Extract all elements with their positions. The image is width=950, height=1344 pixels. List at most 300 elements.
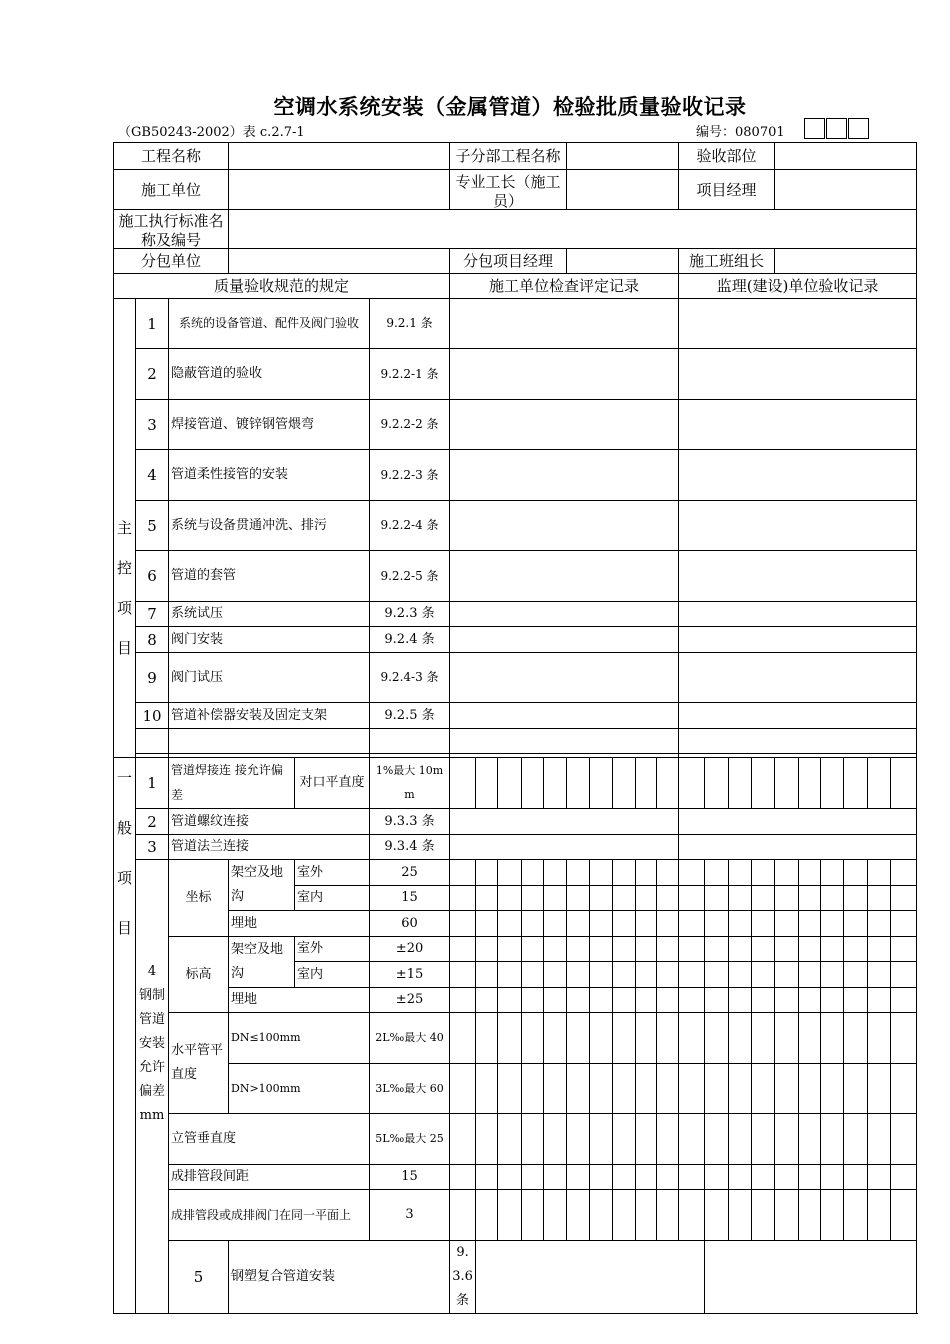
grid-cell[interactable] — [544, 886, 567, 911]
grid-cell[interactable] — [636, 860, 657, 886]
grid-cell[interactable] — [567, 1013, 590, 1064]
grid-cell[interactable] — [657, 1064, 679, 1114]
grid-cell[interactable] — [544, 1013, 567, 1064]
grid-cell[interactable] — [799, 937, 821, 962]
grid-cell[interactable] — [450, 962, 476, 988]
grid-cell[interactable] — [522, 1165, 544, 1190]
grid-cell[interactable] — [729, 886, 752, 911]
grid-cell[interactable] — [821, 886, 844, 911]
grid-cell[interactable] — [891, 860, 917, 886]
grid-cell[interactable] — [844, 911, 868, 937]
grid-cell[interactable] — [450, 911, 476, 937]
check-cell[interactable] — [450, 450, 679, 501]
grid-cell[interactable] — [567, 1064, 590, 1114]
label-construction-unit: 施工单位 — [114, 170, 229, 210]
grid-cell[interactable] — [775, 886, 799, 911]
grid-cell[interactable] — [498, 1165, 522, 1190]
field-team-leader[interactable] — [775, 249, 917, 274]
grid-cell[interactable] — [752, 1013, 775, 1064]
grid-cell[interactable] — [544, 937, 567, 962]
grid-cell[interactable] — [450, 988, 476, 1013]
grid-cell[interactable] — [844, 860, 868, 886]
grid-cell[interactable] — [868, 1190, 891, 1241]
grid-cell[interactable] — [891, 1190, 917, 1241]
grid-cell[interactable] — [476, 758, 498, 809]
grid-cell[interactable] — [544, 988, 567, 1013]
grid-cell[interactable] — [498, 1190, 522, 1241]
grid-cell[interactable] — [498, 1114, 522, 1165]
grid-cell[interactable] — [522, 988, 544, 1013]
grid-cell[interactable] — [844, 962, 868, 988]
accept-cell[interactable] — [679, 835, 917, 860]
accept-cell[interactable] — [679, 729, 917, 754]
grid-cell[interactable] — [799, 860, 821, 886]
grid-cell[interactable] — [636, 962, 657, 988]
grid-cell[interactable] — [891, 911, 917, 937]
grid-cell[interactable] — [891, 1114, 917, 1165]
grid-cell[interactable] — [679, 758, 705, 809]
grid-cell[interactable] — [544, 911, 567, 937]
grid-cell[interactable] — [868, 937, 891, 962]
grid-cell[interactable] — [522, 758, 544, 809]
grid-cell[interactable] — [476, 1013, 498, 1064]
serial-box[interactable] — [848, 118, 869, 139]
grid-cell[interactable] — [729, 937, 752, 962]
grid-cell[interactable] — [821, 988, 844, 1013]
grid-cell[interactable] — [799, 1165, 821, 1190]
grid-cell[interactable] — [775, 988, 799, 1013]
grid-cell[interactable] — [679, 886, 705, 911]
grid-cell[interactable] — [891, 1013, 917, 1064]
item-name: 管道柔性接管的安装 — [169, 450, 370, 501]
grid-cell[interactable] — [450, 1165, 476, 1190]
grid-cell[interactable] — [476, 962, 498, 988]
grid-cell[interactable] — [590, 1190, 613, 1241]
grid-cell[interactable] — [636, 1114, 657, 1165]
check-cell[interactable] — [450, 299, 679, 349]
grid-cell[interactable] — [567, 1165, 590, 1190]
grid-cell[interactable] — [657, 1165, 679, 1190]
grid-cell[interactable] — [544, 860, 567, 886]
grid-cell[interactable] — [450, 1190, 476, 1241]
check-cell[interactable] — [476, 1241, 705, 1314]
grid-cell[interactable] — [567, 1190, 590, 1241]
grid-cell[interactable] — [752, 1165, 775, 1190]
grid-cell[interactable] — [567, 962, 590, 988]
grid-cell[interactable] — [590, 758, 613, 809]
grid-cell[interactable] — [821, 1013, 844, 1064]
item-no: 10 — [136, 703, 169, 729]
grid-cell[interactable] — [636, 886, 657, 911]
accept-cell[interactable] — [679, 627, 917, 653]
grid-cell[interactable] — [679, 937, 705, 962]
grid-cell[interactable] — [868, 1165, 891, 1190]
serial-number: 编号：080701 — [696, 125, 785, 140]
standard-code: （GB50243-2002）表 c.2.7-1 — [118, 125, 305, 140]
grid-cell[interactable] — [613, 886, 636, 911]
grid-cell[interactable] — [891, 758, 917, 809]
grid-cell[interactable] — [498, 886, 522, 911]
accept-cell[interactable] — [679, 653, 917, 703]
grid-cell[interactable] — [590, 1064, 613, 1114]
grid-cell[interactable] — [590, 962, 613, 988]
grid-cell[interactable] — [752, 988, 775, 1013]
grid-cell[interactable] — [752, 911, 775, 937]
grid-cell[interactable] — [590, 860, 613, 886]
grid-cell[interactable] — [498, 860, 522, 886]
grid-cell[interactable] — [567, 1114, 590, 1165]
grid-cell[interactable] — [544, 1114, 567, 1165]
grid-cell[interactable] — [613, 988, 636, 1013]
grid-cell[interactable] — [868, 988, 891, 1013]
grid-cell[interactable] — [799, 1013, 821, 1064]
grid-cell[interactable] — [844, 1190, 868, 1241]
grid-cell[interactable] — [821, 1064, 844, 1114]
grid-cell[interactable] — [799, 1114, 821, 1165]
item-name: 阀门试压 — [169, 653, 370, 703]
grid-cell[interactable] — [544, 758, 567, 809]
horizontal-label: 水平管平直度 — [169, 1013, 229, 1114]
grid-cell[interactable] — [705, 962, 729, 988]
grid-cell[interactable] — [844, 988, 868, 1013]
grid-cell[interactable] — [705, 988, 729, 1013]
grid-cell[interactable] — [476, 988, 498, 1013]
grid-cell[interactable] — [657, 860, 679, 886]
check-cell[interactable] — [450, 627, 679, 653]
grid-cell[interactable] — [476, 886, 498, 911]
grid-cell[interactable] — [590, 1165, 613, 1190]
grid-cell[interactable] — [613, 1165, 636, 1190]
grid-cell[interactable] — [844, 1114, 868, 1165]
grid-cell[interactable] — [567, 911, 590, 937]
grid-cell[interactable] — [705, 1114, 729, 1165]
grid-cell[interactable] — [844, 1013, 868, 1064]
grid-cell[interactable] — [752, 1114, 775, 1165]
field-construction-unit[interactable] — [229, 170, 450, 210]
grid-cell[interactable] — [868, 911, 891, 937]
grid-cell[interactable] — [522, 937, 544, 962]
grid-cell[interactable] — [522, 1013, 544, 1064]
grid-cell[interactable] — [476, 1114, 498, 1165]
grid-cell[interactable] — [821, 911, 844, 937]
accept-cell[interactable] — [679, 551, 917, 602]
grid-cell[interactable] — [799, 1064, 821, 1114]
grid-cell[interactable] — [590, 886, 613, 911]
grid-cell[interactable] — [522, 962, 544, 988]
grid-cell[interactable] — [657, 886, 679, 911]
grid-cell[interactable] — [729, 860, 752, 886]
grid-cell[interactable] — [567, 860, 590, 886]
field-sub-manager[interactable] — [567, 249, 679, 274]
grid-cell[interactable] — [775, 1165, 799, 1190]
item-name: 管道螺纹连接 — [169, 809, 370, 835]
accept-cell[interactable] — [679, 703, 917, 729]
grid-cell[interactable] — [821, 1114, 844, 1165]
grid-cell[interactable] — [679, 1114, 705, 1165]
item-no: 7 — [136, 602, 169, 627]
grid-cell[interactable] — [775, 758, 799, 809]
grid-cell[interactable] — [844, 886, 868, 911]
grid-cell[interactable] — [450, 886, 476, 911]
grid-cell[interactable] — [705, 886, 729, 911]
accept-cell[interactable] — [679, 809, 917, 835]
grid-cell[interactable] — [657, 988, 679, 1013]
grid-cell[interactable] — [775, 1064, 799, 1114]
grid-cell[interactable] — [613, 962, 636, 988]
grid-cell[interactable] — [590, 911, 613, 937]
grid-cell[interactable] — [657, 937, 679, 962]
grid-cell[interactable] — [705, 1064, 729, 1114]
grid-cell[interactable] — [476, 937, 498, 962]
check-cell[interactable] — [450, 729, 679, 754]
grid-cell[interactable] — [844, 1064, 868, 1114]
grid-cell[interactable] — [450, 1064, 476, 1114]
grid-cell[interactable] — [775, 860, 799, 886]
grid-cell[interactable] — [799, 1190, 821, 1241]
coord-outdoor: 室外 — [295, 860, 370, 886]
check-cell[interactable] — [450, 349, 679, 400]
grid-cell[interactable] — [590, 1013, 613, 1064]
accept-cell[interactable] — [705, 1241, 917, 1314]
grid-cell[interactable] — [705, 1165, 729, 1190]
grid-cell[interactable] — [498, 911, 522, 937]
grid-cell[interactable] — [590, 937, 613, 962]
check-cell[interactable] — [450, 551, 679, 602]
grid-cell[interactable] — [613, 758, 636, 809]
grid-cell[interactable] — [775, 1114, 799, 1165]
grid-cell[interactable] — [891, 988, 917, 1013]
grid-cell[interactable] — [868, 860, 891, 886]
grid-cell[interactable] — [729, 962, 752, 988]
grid-cell[interactable] — [522, 1190, 544, 1241]
accept-cell[interactable] — [679, 299, 917, 349]
grid-cell[interactable] — [636, 1013, 657, 1064]
grid-cell[interactable] — [613, 1190, 636, 1241]
grid-cell[interactable] — [476, 1064, 498, 1114]
grid-cell[interactable] — [544, 1190, 567, 1241]
grid-cell[interactable] — [498, 1064, 522, 1114]
grid-cell[interactable] — [821, 860, 844, 886]
grid-cell[interactable] — [844, 1165, 868, 1190]
grid-cell[interactable] — [679, 1165, 705, 1190]
grid-cell[interactable] — [522, 1114, 544, 1165]
grid-cell[interactable] — [821, 962, 844, 988]
grid-cell[interactable] — [613, 1114, 636, 1165]
grid-cell[interactable] — [679, 988, 705, 1013]
grid-cell[interactable] — [752, 1190, 775, 1241]
grid-cell[interactable] — [729, 988, 752, 1013]
grid-cell[interactable] — [636, 758, 657, 809]
grid-cell[interactable] — [868, 1013, 891, 1064]
grid-cell[interactable] — [729, 1190, 752, 1241]
grid-cell[interactable] — [450, 860, 476, 886]
grid-cell[interactable] — [868, 886, 891, 911]
grid-cell[interactable] — [544, 1064, 567, 1114]
check-cell[interactable] — [450, 602, 679, 627]
grid-cell[interactable] — [498, 1013, 522, 1064]
horizontal-small: DN≤100mm — [229, 1013, 370, 1064]
grid-cell[interactable] — [891, 1165, 917, 1190]
grid-cell[interactable] — [679, 1190, 705, 1241]
grid-cell[interactable] — [868, 1114, 891, 1165]
grid-cell[interactable] — [522, 886, 544, 911]
grid-cell[interactable] — [868, 758, 891, 809]
grid-cell[interactable] — [567, 886, 590, 911]
check-cell[interactable] — [450, 653, 679, 703]
field-project-name[interactable] — [229, 143, 450, 170]
grid-cell[interactable] — [476, 1190, 498, 1241]
grid-cell[interactable] — [799, 911, 821, 937]
empty-cell — [136, 729, 169, 754]
grid-cell[interactable] — [679, 962, 705, 988]
grid-cell[interactable] — [705, 1190, 729, 1241]
grid-cell[interactable] — [844, 758, 868, 809]
grid-cell[interactable] — [450, 937, 476, 962]
grid-cell[interactable] — [729, 1064, 752, 1114]
check-cell[interactable] — [450, 400, 679, 450]
grid-cell[interactable] — [498, 962, 522, 988]
grid-cell[interactable] — [657, 1190, 679, 1241]
grid-cell[interactable] — [705, 911, 729, 937]
accept-cell[interactable] — [679, 602, 917, 627]
grid-cell[interactable] — [476, 911, 498, 937]
grid-cell[interactable] — [705, 758, 729, 809]
grid-cell[interactable] — [775, 911, 799, 937]
item-value: 1%最大 10mm — [370, 758, 450, 809]
grid-cell[interactable] — [476, 860, 498, 886]
field-accept-part[interactable] — [775, 143, 917, 170]
grid-cell[interactable] — [657, 962, 679, 988]
grid-cell[interactable] — [476, 1165, 498, 1190]
grid-cell[interactable] — [729, 758, 752, 809]
grid-cell[interactable] — [679, 860, 705, 886]
grid-cell[interactable] — [498, 758, 522, 809]
coord-indoor-value: 15 — [370, 886, 450, 911]
grid-cell[interactable] — [590, 988, 613, 1013]
grid-cell[interactable] — [705, 937, 729, 962]
grid-cell[interactable] — [775, 962, 799, 988]
grid-cell[interactable] — [821, 937, 844, 962]
grid-cell[interactable] — [590, 1114, 613, 1165]
grid-cell[interactable] — [752, 1064, 775, 1114]
grid-cell[interactable] — [752, 937, 775, 962]
grid-cell[interactable] — [799, 988, 821, 1013]
elev-indoor-value: ±15 — [370, 962, 450, 988]
grid-cell[interactable] — [657, 1013, 679, 1064]
grid-cell[interactable] — [729, 1114, 752, 1165]
grid-cell[interactable] — [705, 1013, 729, 1064]
grid-cell[interactable] — [752, 758, 775, 809]
grid-cell[interactable] — [657, 758, 679, 809]
grid-cell[interactable] — [450, 1013, 476, 1064]
field-standard-name[interactable] — [229, 210, 917, 249]
accept-cell[interactable] — [679, 450, 917, 501]
item-clause: 9.3.6 条 — [450, 1241, 476, 1314]
grid-cell[interactable] — [636, 988, 657, 1013]
grid-cell[interactable] — [775, 937, 799, 962]
grid-cell[interactable] — [544, 962, 567, 988]
grid-cell[interactable] — [613, 1064, 636, 1114]
label-team-leader: 施工班组长 — [679, 249, 775, 274]
grid-cell[interactable] — [705, 860, 729, 886]
grid-cell[interactable] — [522, 860, 544, 886]
grid-cell[interactable] — [821, 758, 844, 809]
grid-cell[interactable] — [522, 911, 544, 937]
grid-cell[interactable] — [868, 962, 891, 988]
grid-cell[interactable] — [544, 1165, 567, 1190]
grid-cell[interactable] — [636, 1165, 657, 1190]
grid-cell[interactable] — [891, 1064, 917, 1114]
grid-cell[interactable] — [636, 1064, 657, 1114]
grid-cell[interactable] — [679, 1064, 705, 1114]
grid-cell[interactable] — [613, 1013, 636, 1064]
grid-cell[interactable] — [729, 1165, 752, 1190]
grid-cell[interactable] — [498, 988, 522, 1013]
grid-cell[interactable] — [729, 911, 752, 937]
grid-cell[interactable] — [891, 937, 917, 962]
grid-cell[interactable] — [613, 937, 636, 962]
item-clause: 9.3.3 条 — [370, 809, 450, 835]
grid-cell[interactable] — [657, 911, 679, 937]
grid-cell[interactable] — [657, 1114, 679, 1165]
grid-cell[interactable] — [679, 1013, 705, 1064]
check-cell[interactable] — [450, 501, 679, 551]
grid-cell[interactable] — [799, 962, 821, 988]
grid-cell[interactable] — [752, 886, 775, 911]
grid-cell[interactable] — [522, 1064, 544, 1114]
grid-cell[interactable] — [729, 1013, 752, 1064]
check-cell[interactable] — [450, 809, 679, 835]
grid-cell[interactable] — [799, 758, 821, 809]
grid-cell[interactable] — [613, 860, 636, 886]
grid-cell[interactable] — [567, 937, 590, 962]
grid-cell[interactable] — [891, 886, 917, 911]
grid-cell[interactable] — [636, 911, 657, 937]
grid-cell[interactable] — [799, 886, 821, 911]
grid-cell[interactable] — [868, 1064, 891, 1114]
grid-cell[interactable] — [752, 962, 775, 988]
grid-cell[interactable] — [636, 1190, 657, 1241]
grid-cell[interactable] — [567, 758, 590, 809]
check-cell[interactable] — [450, 835, 679, 860]
grid-cell[interactable] — [567, 988, 590, 1013]
grid-cell[interactable] — [752, 860, 775, 886]
accept-cell[interactable] — [679, 501, 917, 551]
label-subcontractor: 分包单位 — [114, 249, 229, 274]
grid-cell[interactable] — [679, 911, 705, 937]
grid-cell[interactable] — [821, 1190, 844, 1241]
accept-cell[interactable] — [679, 349, 917, 400]
check-cell[interactable] — [450, 703, 679, 729]
grid-cell[interactable] — [450, 758, 476, 809]
field-project-manager[interactable] — [775, 170, 917, 210]
grid-cell[interactable] — [450, 1114, 476, 1165]
grid-cell[interactable] — [613, 911, 636, 937]
grid-cell[interactable] — [821, 1165, 844, 1190]
field-subcontractor[interactable] — [229, 249, 450, 274]
grid-cell[interactable] — [891, 962, 917, 988]
field-foreman[interactable] — [567, 170, 679, 210]
grid-cell[interactable] — [636, 937, 657, 962]
serial-box[interactable] — [804, 118, 825, 139]
serial-box[interactable] — [826, 118, 847, 139]
accept-cell[interactable] — [679, 400, 917, 450]
field-sub-project[interactable] — [567, 143, 679, 170]
grid-cell[interactable] — [844, 937, 868, 962]
grid-cell[interactable] — [775, 1013, 799, 1064]
grid-cell[interactable] — [498, 937, 522, 962]
grid-cell[interactable] — [775, 1190, 799, 1241]
